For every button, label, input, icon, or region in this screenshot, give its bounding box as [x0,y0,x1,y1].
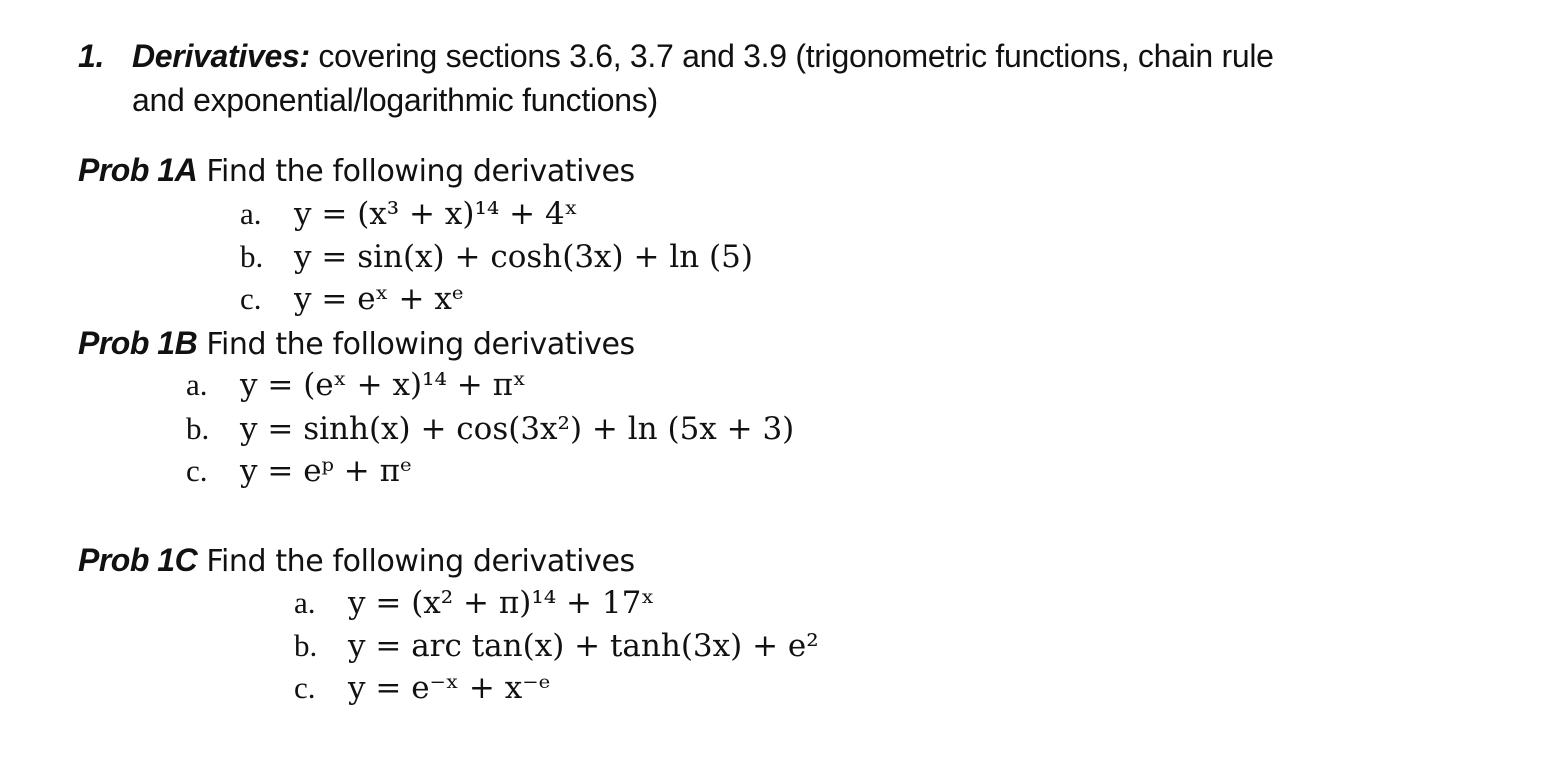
section-title: Derivatives: [132,38,310,74]
item-expression: y = (eˣ + x)¹⁴ + πˣ [240,367,527,403]
problem-1b-item-b [186,410,794,448]
section-description: covering sections 3.6, 3.7 and 3.9 (trigonometric functions, chain rule [309,38,1274,74]
section-heading [78,34,1518,122]
item-expression: y = eᵖ + πᵉ [240,453,412,489]
item-label: a. [294,585,316,620]
problem-1c-item-a [294,584,654,622]
item-label: c. [186,453,208,488]
item-expression: y = e⁻ˣ + x⁻ᵉ [348,670,551,706]
item-label: b. [186,411,210,446]
item-label: a. [186,367,208,402]
heading-line-1 [78,34,1518,78]
problem-tag: Prob 1B [78,325,198,361]
item-label: c. [294,670,316,705]
problem-instruction: Find the following derivatives [197,327,635,362]
item-label: a. [240,196,262,231]
problem-1a-heading [78,152,635,188]
item-expression: y = (x³ + x)¹⁴ + 4ˣ [294,196,578,232]
problem-1b-heading [78,325,635,361]
problem-1c-heading [78,542,635,578]
item-label: b. [240,239,264,274]
problem-1a-item-a [240,195,578,233]
problem-1c-item-b [294,627,819,665]
item-expression: y = eˣ + xᵉ [294,281,464,317]
section-number: 1. [78,38,105,74]
item-expression: y = sinh(x) + cos(3x²) + ln (5x + 3) [240,411,795,447]
problem-tag: Prob 1A [78,152,198,188]
problem-1a-item-c [240,280,464,318]
item-label: c. [240,281,262,316]
problem-1c-item-c [294,669,551,707]
item-expression: y = arc tan(x) + tanh(3x) + e² [348,628,819,664]
item-expression: y = (x² + π)¹⁴ + 17ˣ [348,585,655,621]
problem-instruction: Find the following derivatives [197,154,635,189]
problem-tag: Prob 1C [78,542,198,578]
problem-1b-item-c [186,452,412,490]
problem-1a-item-b [240,238,753,276]
item-expression: y = sin(x) + cosh(3x) + ln (5) [294,239,753,275]
problem-1b-item-a [186,366,526,404]
item-label: b. [294,628,318,663]
heading-line-2: and exponential/logarithmic functions) [132,82,658,118]
problem-instruction: Find the following derivatives [197,544,635,579]
